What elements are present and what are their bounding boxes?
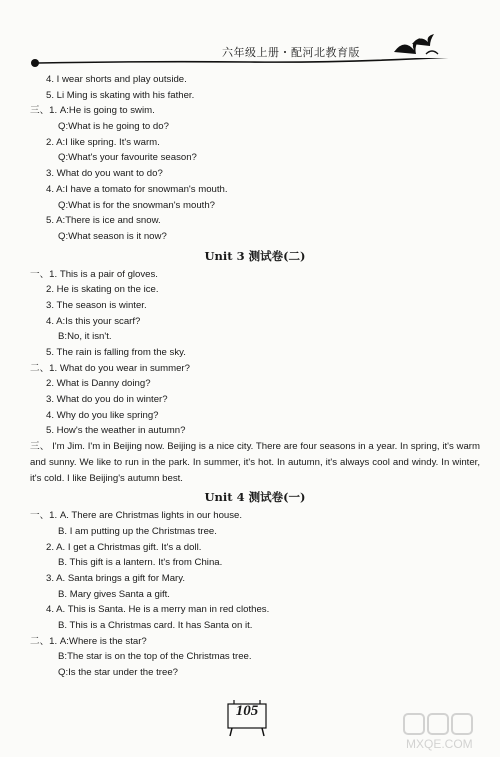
answer-line: 5. How's the weather in autumn?	[46, 425, 186, 437]
answer-line: 2. He is skating on the ice.	[46, 284, 159, 296]
answer-line: 三、1. A:He is going to swim.	[30, 105, 155, 117]
answer-line: 4. Why do you like spring?	[46, 409, 159, 421]
answer-line: B:No, it isn't.	[58, 331, 112, 343]
svg-text:MXQE.COM: MXQE.COM	[406, 737, 473, 751]
running-header: 六年级上册・配河北教育版	[222, 46, 360, 59]
answer-line: 4. I wear shorts and play outside.	[46, 74, 187, 85]
watermark-logo	[402, 712, 492, 752]
answer-line: B. Mary gives Santa a gift.	[58, 588, 170, 600]
answer-line: Q:What season is it now?	[58, 230, 167, 242]
answer-line: 3. What do you do in winter?	[46, 394, 168, 406]
answer-line: 4. A. This is Santa. He is a merry man in red clothes.	[46, 604, 270, 616]
answer-line: 5. Li Ming is skating with his father.	[46, 89, 195, 101]
section-title: Unit 3 测试卷(二)	[204, 248, 306, 263]
answer-line: 4. A:I have a tomato for snowman's mouth.	[46, 183, 228, 195]
answer-line: Q:Is the star under the tree?	[58, 667, 178, 679]
answer-line: 4. A:Is this your scarf?	[46, 315, 141, 327]
answer-line: 2. What is Danny doing?	[46, 378, 151, 390]
answer-line: B. This is a Christmas card. It has Santa on it.	[58, 620, 253, 632]
text-paragraph: 三、 I'm Jim. I'm in Beijing now. Beijing is a nice city. There are four seasons in a year. In spring, it's warm and sunny. We like to run in the park. In summer, it's hot. In autumn, it's always cool and windy. In winter, it's cold. I like Beijing's autumn best.	[30, 441, 480, 484]
answer-line: 5. A:There is ice and snow.	[46, 215, 161, 227]
answer-line: Q:What's your favourite season?	[58, 152, 197, 164]
answer-line: Q:What is he going to do?	[58, 121, 169, 133]
answer-line: B. This gift is a lantern. It's from China.	[58, 557, 223, 569]
answer-line: 一、1. A. There are Christmas lights in our house.	[30, 510, 243, 522]
answer-content	[30, 72, 480, 681]
section-title: Unit 4 测试卷(一)	[204, 490, 306, 505]
answer-line: 3. What do you want to do?	[46, 168, 163, 180]
answer-line: B:The star is on the top of the Christmas tree.	[58, 651, 252, 663]
answer-line: 2. A. I get a Christmas gift. It's a doll.	[46, 541, 202, 553]
answer-line: 2. A:I like spring. It's warm.	[46, 136, 160, 148]
answer-line: 5. The rain is falling from the sky.	[46, 347, 186, 358]
answer-line: 3. The season is winter.	[46, 299, 147, 311]
answer-line: 二、1. What do you wear in summer?	[30, 362, 190, 374]
answer-line: 一、1. This is a pair of gloves.	[30, 268, 158, 280]
birds-decoration-icon	[392, 30, 442, 64]
page-number: 105	[235, 703, 259, 719]
answer-line: B. I am putting up the Christmas tree.	[58, 525, 217, 537]
answer-line: 3. A. Santa brings a gift for Mary.	[46, 572, 185, 584]
answer-line: Q:What is for the snowman's mouth?	[58, 199, 215, 211]
answer-line: 二、1. A:Where is the star?	[30, 635, 147, 647]
